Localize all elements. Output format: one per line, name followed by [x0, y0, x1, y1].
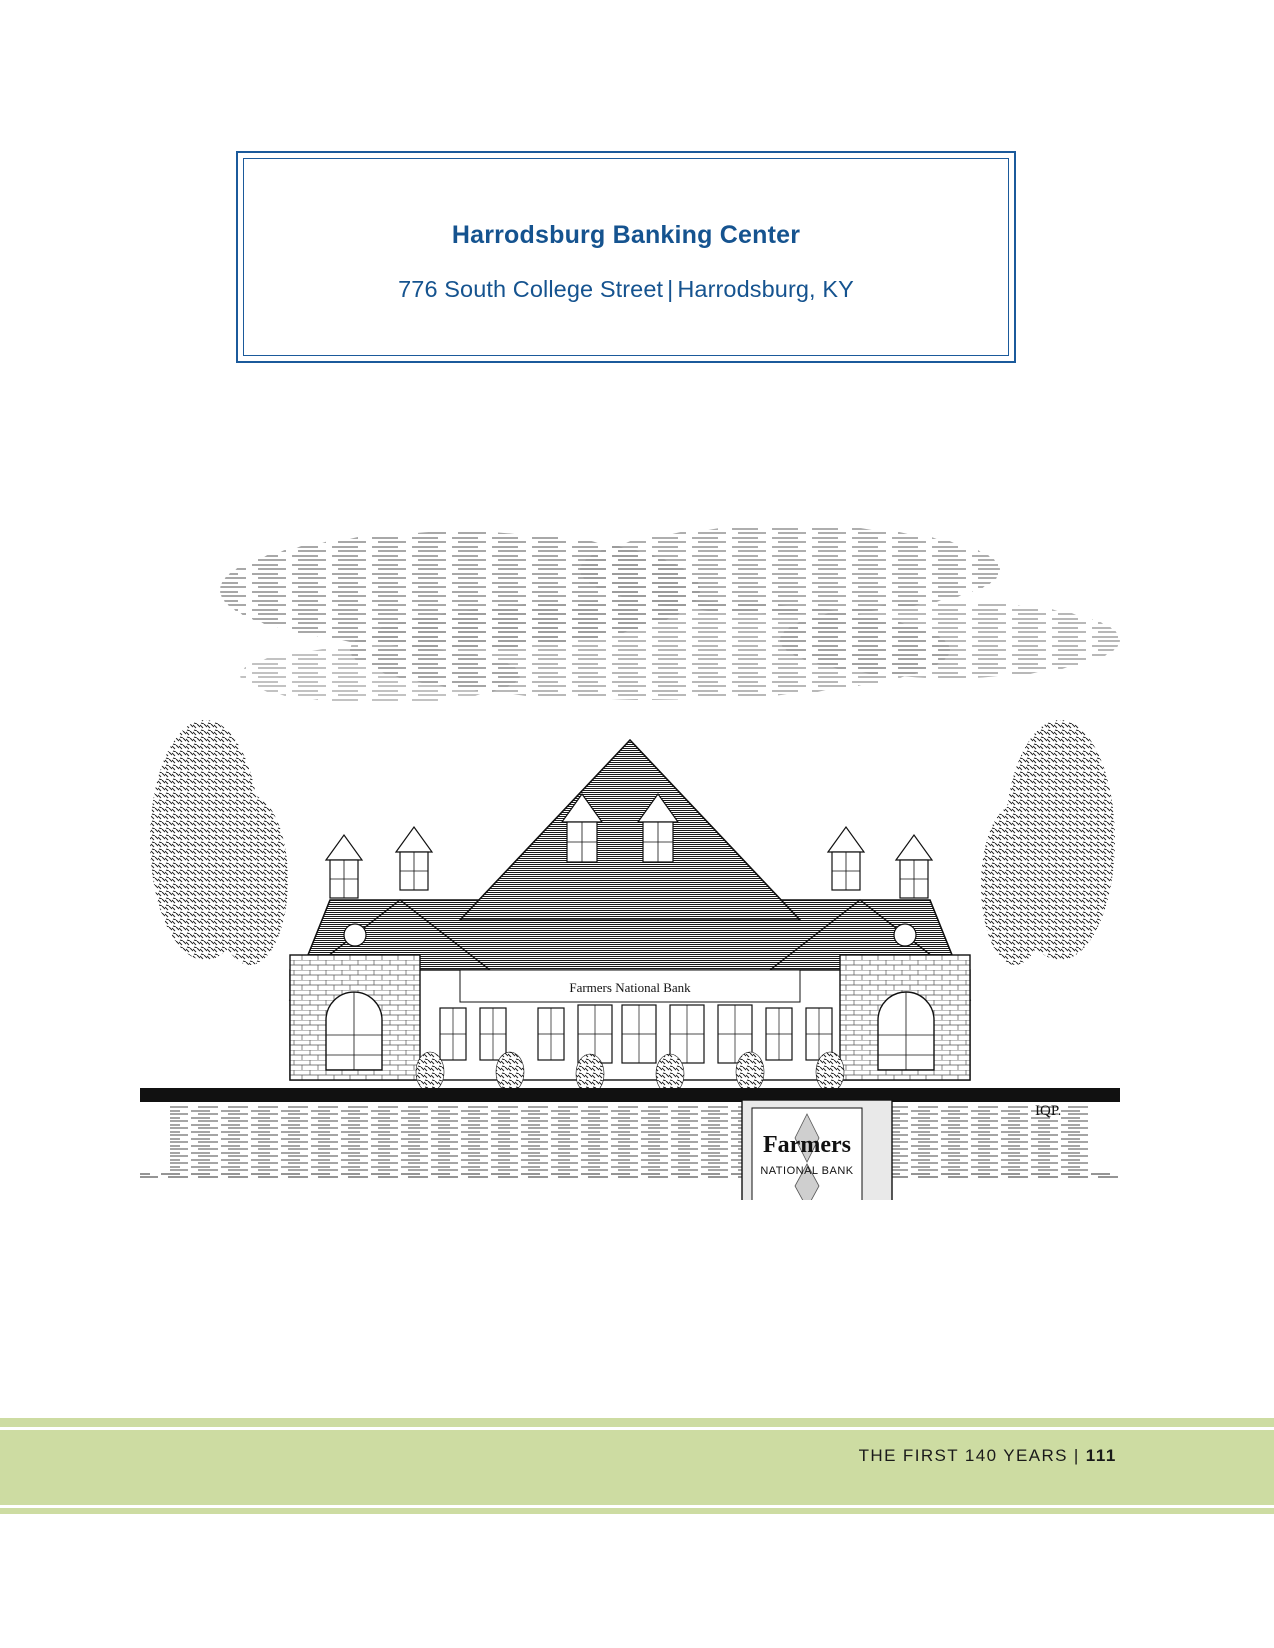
ground-plane	[140, 1088, 1120, 1178]
page-title: Harrodsburg Banking Center	[451, 221, 801, 249]
footer	[859, 1446, 1117, 1466]
building-illustration-svg	[130, 500, 1130, 1200]
page-number: 111	[1085, 1446, 1117, 1465]
title-card-inner-border	[243, 158, 1009, 356]
artist-signature: IQP.	[1035, 1103, 1062, 1119]
address-line	[398, 276, 854, 303]
footer-book-title: THE FIRST 140 YEARS	[858, 1446, 1068, 1465]
footer-band	[0, 1418, 1274, 1514]
building-illustration	[130, 500, 1130, 1200]
footer-rule-top	[0, 1427, 1274, 1430]
address-separator: |	[667, 276, 674, 302]
tree-left	[150, 720, 288, 965]
building-sign-text: Farmers National Bank	[569, 980, 691, 995]
address-city-state: Harrodsburg, KY	[677, 276, 854, 302]
sign-primary-text: Farmers	[763, 1132, 851, 1158]
sign-secondary-text: NATIONAL BANK	[760, 1165, 854, 1177]
monument-sign	[742, 1100, 892, 1200]
footer-separator: |	[1073, 1446, 1080, 1465]
title-card	[236, 151, 1016, 363]
sky-clouds	[220, 526, 1120, 703]
tree-right	[981, 720, 1115, 965]
footer-rule-bottom	[0, 1505, 1274, 1508]
address-street: 776 South College Street	[398, 276, 664, 302]
